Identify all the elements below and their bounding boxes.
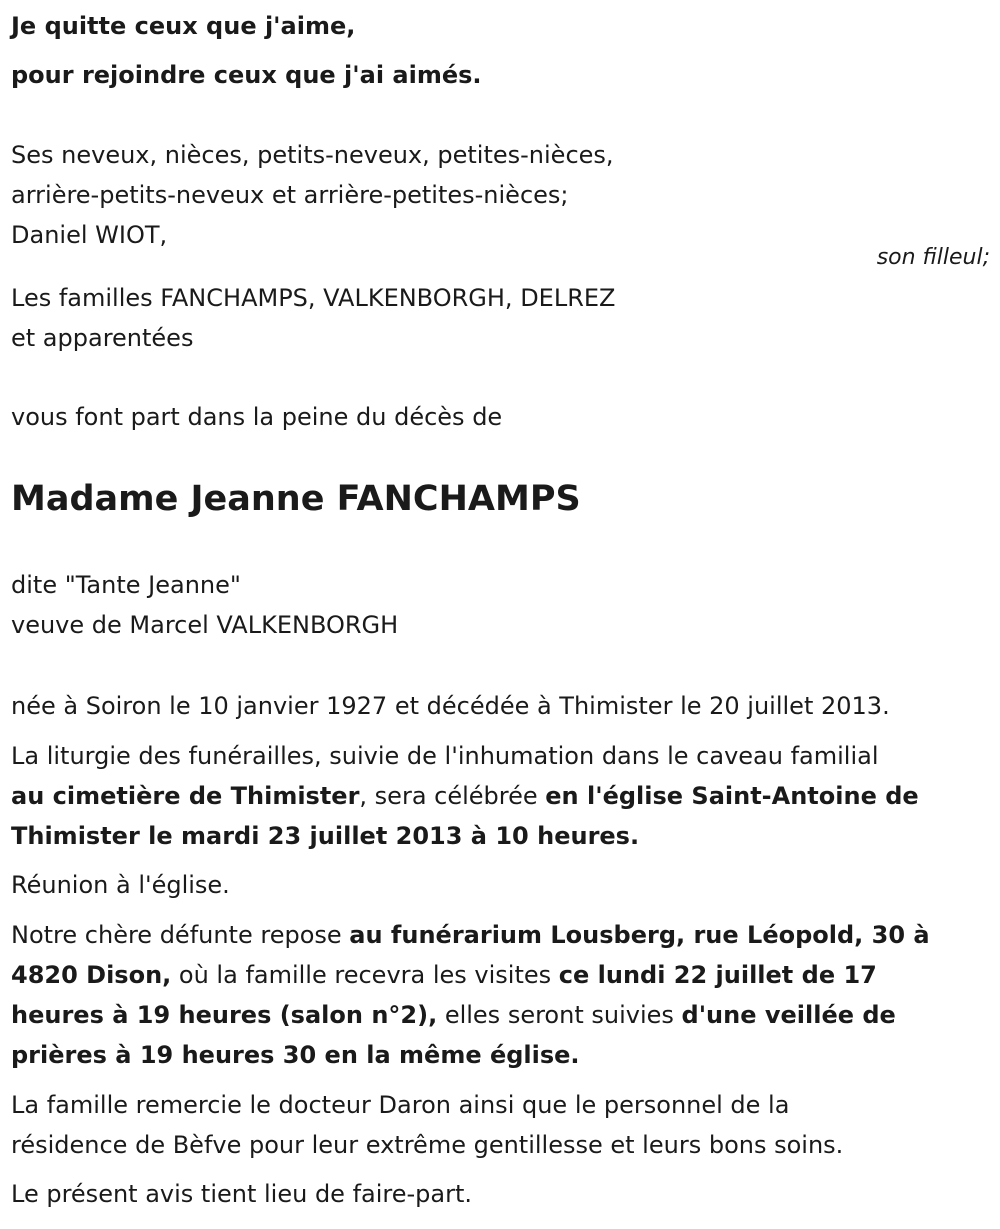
family-line-4: Les familles FANCHAMPS, VALKENBORGH, DELREZ: [11, 284, 616, 312]
family-line-2: arrière-petits-neveux et arrière-petites-nièces;: [11, 181, 569, 209]
funeral-line-3: Thimister le mardi 23 juillet 2013 à 10 heures.: [11, 822, 640, 850]
family-line-5: et apparentées: [11, 324, 194, 352]
deceased-widow: veuve de Marcel VALKENBORGH: [11, 611, 399, 639]
deceased-alias: dite "Tante Jeanne": [11, 571, 241, 599]
meeting-line: Réunion à l'église.: [11, 871, 230, 899]
epigraph-line-2: pour rejoindre ceux que j'ai aimés.: [11, 61, 482, 89]
repose-text-1: Notre chère défunte repose: [11, 921, 350, 949]
repose-city: 4820 Dison,: [11, 961, 172, 989]
funeral-text: , sera célébrée: [359, 782, 546, 810]
repose-vigil: d'une veillée de: [681, 1001, 896, 1029]
birth-death-line: née à Soiron le 10 janvier 1927 et décédée à Thimister le 20 juillet 2013.: [11, 692, 890, 720]
closing-line: Le présent avis tient lieu de faire-part.: [11, 1180, 473, 1208]
family-line-3: Daniel WIOT,: [11, 221, 168, 249]
repose-text-2: où la famille recevra les visites: [171, 961, 559, 989]
repose-visit-date: ce lundi 22 juillet de 17: [558, 961, 877, 989]
funeral-cemetery: au cimetière de Thimister: [11, 782, 360, 810]
thanks-line-1: La famille remercie le docteur Daron ainsi que le personnel de la: [11, 1091, 790, 1119]
deceased-name: Madame Jeanne FANCHAMPS: [11, 479, 581, 519]
announcement: vous font part dans la peine du décès de: [11, 403, 503, 431]
funeral-line-1: La liturgie des funérailles, suivie de l'inhumation dans le caveau familial: [11, 742, 879, 770]
repose-line-2: [11, 955, 877, 995]
repose-funerarium: au funérarium Lousberg, rue Léopold, 30 à: [349, 921, 930, 949]
funeral-church: en l'église Saint-Antoine de: [545, 782, 919, 810]
family-line-1: Ses neveux, nièces, petits-neveux, petites-nièces,: [11, 141, 614, 169]
funeral-line-2: [11, 776, 919, 816]
repose-text-3: elles seront suivies: [437, 1001, 682, 1029]
thanks-line-2: résidence de Bèfve pour leur extrême gentillesse et leurs bons soins.: [11, 1131, 844, 1159]
repose-line-3: [11, 995, 896, 1035]
repose-line-1: [11, 915, 930, 955]
repose-visit-hours: heures à 19 heures (salon n°2),: [11, 1001, 438, 1029]
repose-line-4: prières à 19 heures 30 en la même église.: [11, 1041, 580, 1069]
godson-note: son filleul;: [876, 245, 990, 270]
epigraph-line-1: Je quitte ceux que j'aime,: [11, 12, 356, 40]
